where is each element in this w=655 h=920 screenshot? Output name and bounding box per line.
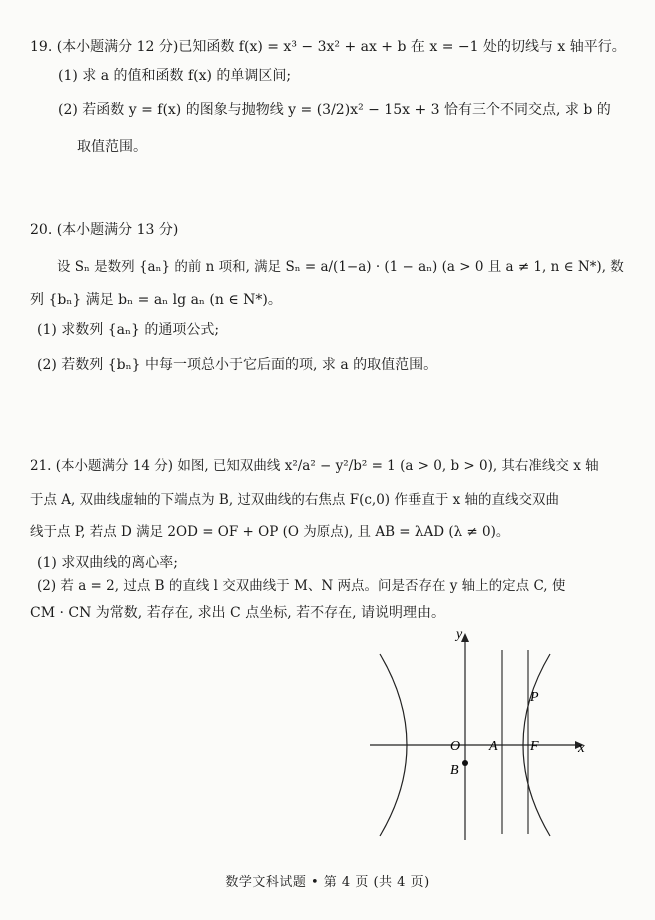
p21-part2-b: CM · CN 为常数, 若存在, 求出 C 点坐标, 若不存在, 请说明理由。	[30, 605, 446, 621]
p21-line2: 于点 A, 双曲线虚轴的下端点为 B, 过双曲线的右焦点 F(c,0) 作垂直于 x 轴的直线交双曲	[30, 492, 560, 508]
p21-line3: 线于点 P, 若点 D 满足 2OD = OF + OP (O 为原点), 且 AB = λAD (λ ≠ 0)。	[30, 524, 510, 540]
p20-line2: 列 {bₙ} 满足 bₙ = aₙ lg aₙ (n ∈ N*)。	[30, 292, 282, 308]
p19-part1: (1) 求 a 的值和函数 f(x) 的单调区间;	[58, 68, 292, 84]
p20-line1: 设 Sₙ 是数列 {aₙ} 的前 n 项和, 满足 Sₙ = a/(1−a) · (1 − aₙ) (a > 0 且 a ≠ 1, n ∈ N*), 数	[57, 259, 624, 275]
p21-part2-a: (2) 若 a = 2, 过点 B 的直线 l 交双曲线于 M、N 两点。问是否存在 y 轴上的定点 C, 使	[37, 578, 566, 594]
label-y: y	[456, 627, 463, 642]
p19-part2-a: (2) 若函数 y = f(x) 的图象与抛物线 y = (3/2)x² − 15x + 3 恰有三个不同交点, 求 b 的	[58, 102, 611, 118]
p20-part2: (2) 若数列 {bₙ} 中每一项总小于它后面的项, 求 a 的取值范围。	[37, 357, 438, 373]
label-o: O	[450, 739, 461, 754]
label-b: B	[450, 763, 459, 778]
p21-line1: 21. (本小题满分 14 分) 如图, 已知双曲线 x²/a² − y²/b² = 1 (a > 0, b > 0), 其右准线交 x 轴	[30, 458, 599, 474]
p19-stem: 19. (本小题满分 12 分)已知函数 f(x) = x³ − 3x² + ax + b 在 x = −1 处的切线与 x 轴平行。	[30, 39, 626, 55]
label-p: P	[530, 690, 539, 705]
p20-header: 20. (本小题满分 13 分)	[30, 222, 179, 238]
label-f: F	[530, 739, 539, 754]
p20-part1: (1) 求数列 {aₙ} 的通项公式;	[37, 322, 220, 338]
label-x: x	[578, 740, 585, 756]
p19-part2-b: 取值范围。	[77, 139, 147, 155]
point-b	[462, 760, 468, 766]
page-footer: 数学文科试题 • 第 4 页 (共 4 页)	[225, 875, 430, 890]
p21-part1: (1) 求双曲线的离心率;	[37, 555, 178, 571]
label-a: A	[489, 739, 498, 754]
hyperbola-figure	[358, 622, 588, 842]
